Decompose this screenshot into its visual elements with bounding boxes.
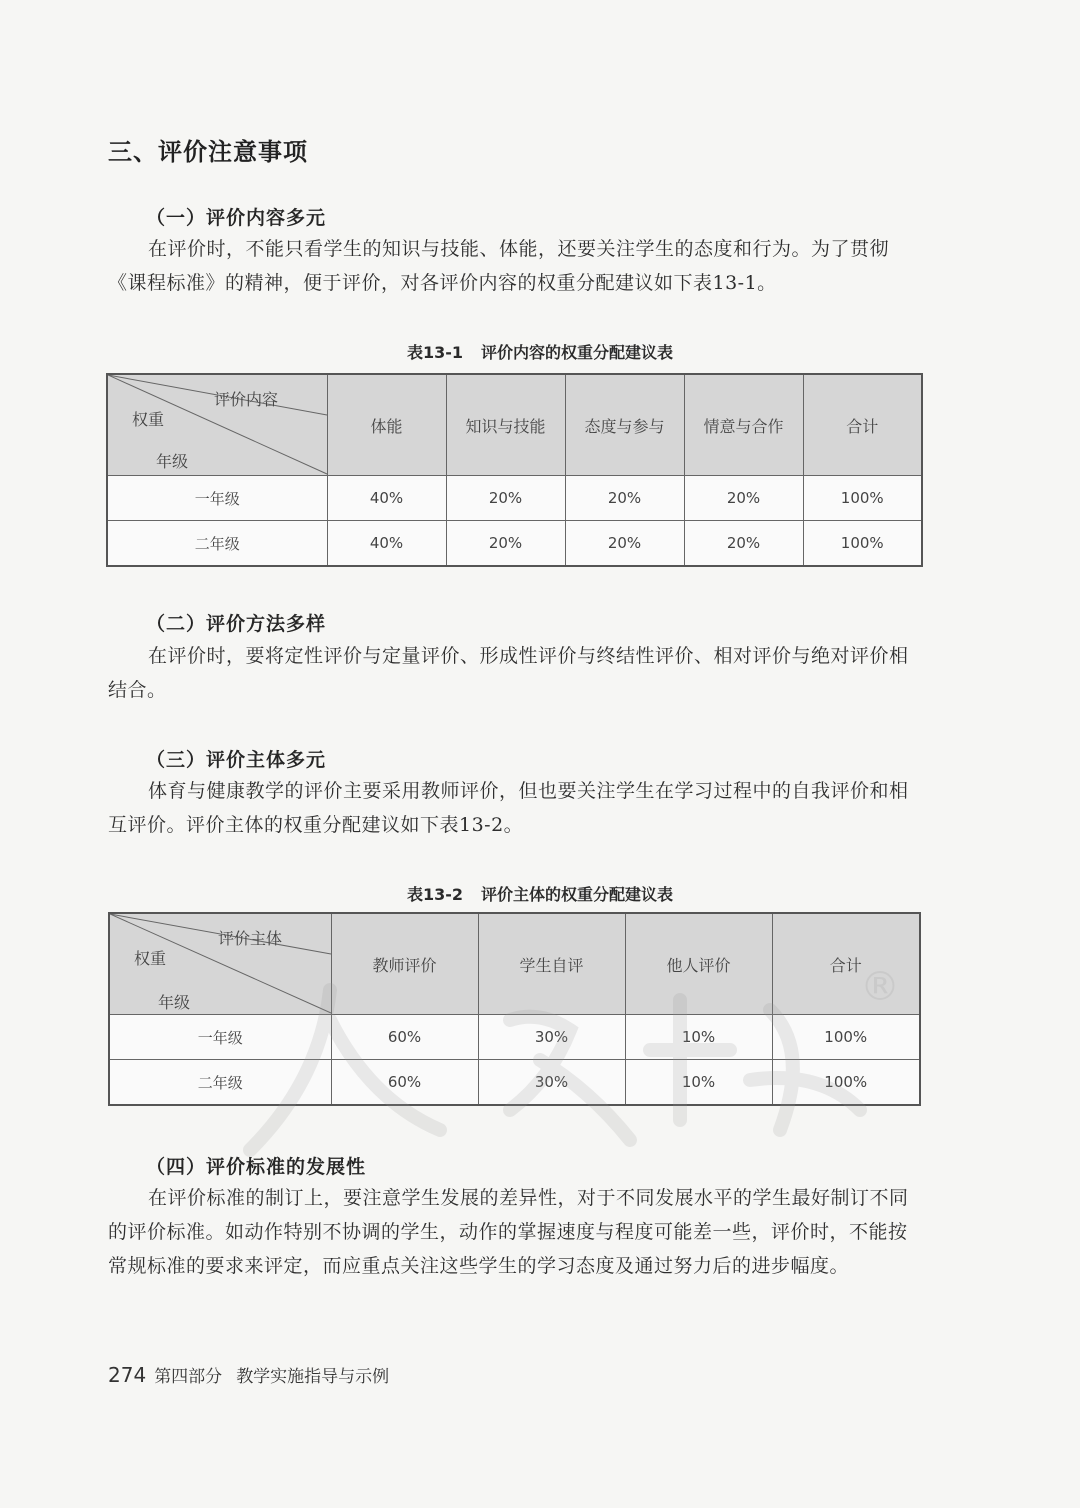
section-title: 三、评价注意事项: [108, 138, 308, 166]
table1-header-cell: 合计: [803, 374, 922, 476]
table1-value-cell: 20%: [684, 476, 803, 521]
subsection-paragraph-1: 在评价时，不能只看学生的知识与技能、体能，还要关注学生的态度和行为。为了贯彻《课程标准》的精神，便于评价，对各评价内容的权重分配建议如下表13-1。: [108, 238, 890, 294]
table2-header-cell: 教师评价: [331, 913, 478, 1015]
table2-corner-bottom: 年级: [158, 993, 191, 1012]
footer-part-title: 教学实施指导与示例: [236, 1367, 390, 1387]
table1-value-cell: 20%: [684, 521, 803, 567]
table2-header-cell: 合计: [772, 913, 920, 1015]
table1-header-row: [107, 374, 922, 476]
table2-value-cell: 60%: [331, 1015, 478, 1060]
subsection-paragraph-3: 体育与健康教学的评价主要采用教师评价，但也要关注学生在学习过程中的自我评价和相互评价。评价主体的权重分配建议如下表13-2。: [108, 780, 909, 836]
table2-caption: [0, 882, 1080, 905]
table2-header-row: [109, 913, 920, 1015]
table1-grade-cell: 二年级: [107, 521, 327, 567]
table-row: [109, 1015, 920, 1060]
table1-value-cell: 100%: [803, 521, 922, 567]
table1-value-cell: 20%: [446, 521, 565, 567]
table2-value-cell: 60%: [331, 1060, 478, 1106]
subsection-paragraph-2: 在评价时，要将定性评价与定量评价、形成性评价与终结性评价、相对评价与绝对评价相结合。: [108, 645, 909, 701]
table1-value-cell: 20%: [446, 476, 565, 521]
table2-caption-number: 表13-2: [406, 885, 464, 904]
footer-part: 第四部分: [154, 1367, 223, 1387]
table1-corner-mid: 权重: [132, 410, 165, 429]
table2-grade-cell: 一年级: [109, 1015, 331, 1060]
subsection-paragraph-4: 在评价标准的制订上，要注意学生发展的差异性，对于不同发展水平的学生最好制订不同的评价标准。如动作特别不协调的学生，动作的掌握速度与程度可能差一些，评价时，不能按常规标准的要求来评定，而应重点关注这些学生的学习态度及通过努力后的进步幅度。: [108, 1187, 909, 1277]
table1-value-cell: 40%: [327, 476, 446, 521]
table2: [108, 912, 921, 1106]
table2-header-cell: 他人评价: [625, 913, 772, 1015]
table1-caption-number: 表13-1: [406, 343, 464, 362]
table1-corner-top: 评价内容: [214, 390, 279, 409]
table2-value-cell: 100%: [772, 1015, 920, 1060]
table1-caption: [0, 340, 1080, 363]
table1-header-cell: 态度与参与: [565, 374, 684, 476]
table1-value-cell: 20%: [565, 521, 684, 567]
table2-value-cell: 10%: [625, 1015, 772, 1060]
table-row: [107, 521, 922, 567]
table2-value-cell: 100%: [772, 1060, 920, 1106]
table1-header-cell: 情意与合作: [684, 374, 803, 476]
table1: [106, 373, 923, 567]
table1-corner-bottom: 年级: [156, 452, 189, 471]
table1-header-cell: 知识与技能: [446, 374, 565, 476]
table2-value-cell: 30%: [478, 1060, 625, 1106]
table2-caption-title: 评价主体的权重分配建议表: [481, 885, 674, 904]
table2-corner-cell: [109, 913, 331, 1015]
subsection-heading-4: （四）评价标准的发展性: [146, 1156, 367, 1178]
table2-grade-cell: 二年级: [109, 1060, 331, 1106]
subsection-heading-1: （一）评价内容多元: [146, 207, 327, 229]
table2-value-cell: 10%: [625, 1060, 772, 1106]
table1-value-cell: 40%: [327, 521, 446, 567]
table1-header-cell: 体能: [327, 374, 446, 476]
table1-value-cell: 20%: [565, 476, 684, 521]
table2-value-cell: 30%: [478, 1015, 625, 1060]
table2-header-cell: 学生自评: [478, 913, 625, 1015]
table1-corner-cell: [107, 374, 327, 476]
table2-corner-top: 评价主体: [218, 929, 283, 948]
subsection-heading-2: （二）评价方法多样: [146, 613, 327, 635]
table1-value-cell: 100%: [803, 476, 922, 521]
table-row: [107, 476, 922, 521]
table2-corner-mid: 权重: [134, 949, 167, 968]
page-footer: [108, 1362, 389, 1387]
subsection-heading-3: （三）评价主体多元: [146, 749, 327, 771]
table-row: [109, 1060, 920, 1106]
page-number: 274: [108, 1363, 147, 1387]
table1-grade-cell: 一年级: [107, 476, 327, 521]
table1-caption-title: 评价内容的权重分配建议表: [481, 343, 674, 362]
